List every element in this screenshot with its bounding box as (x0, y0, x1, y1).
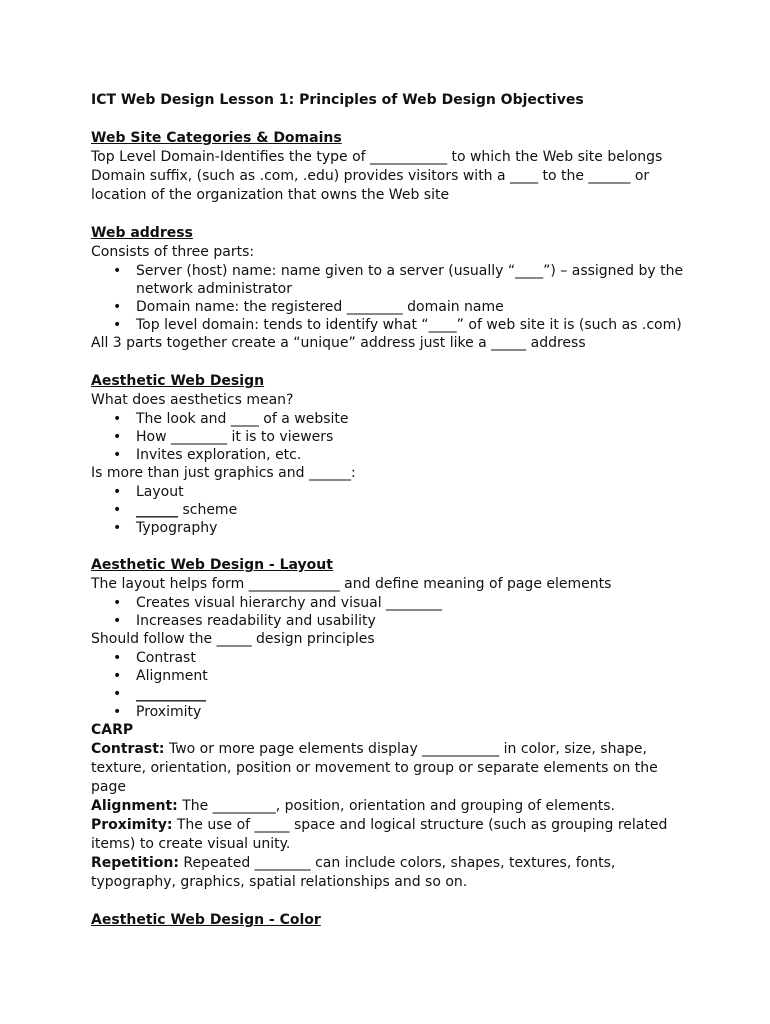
list-item: • Typography (113, 520, 218, 536)
bullet-list (91, 410, 691, 464)
bullet-list (91, 649, 691, 721)
list-item: • Top level domain: tends to identify what “____” of web site it is (such as .com) (113, 317, 682, 333)
bullet-list (91, 262, 691, 334)
paragraph-line: Is more than just graphics and ______: (91, 465, 356, 481)
section-heading-color: Aesthetic Web Design - Color (91, 912, 321, 928)
section-heading-aesthetic-web-design: Aesthetic Web Design (91, 373, 265, 389)
list-item: • Invites exploration, etc. (113, 447, 302, 463)
list-item: • Alignment (113, 668, 208, 684)
list-item: • __________ (113, 686, 206, 702)
section-heading-web-address: Web address (91, 225, 193, 241)
paragraph-line: Consists of three parts: (91, 244, 255, 260)
paragraph-line: The layout helps form _____________ and define meaning of page elements (91, 576, 612, 592)
contrast-definition: Contrast: Two or more page elements display ___________ in color, size, shape, texture, orientation, position or movement to group or separate elements on the page (91, 741, 658, 795)
carp-label: CARP (91, 722, 134, 738)
bullet-list (91, 594, 691, 630)
alignment-definition: Alignment: The _________, position, orientation and grouping of elements. (91, 798, 615, 814)
list-item: • Proximity (113, 704, 202, 720)
section-heading-web-site-categories: Web Site Categories & Domains (91, 130, 342, 146)
bullet-list (91, 483, 691, 537)
document-content (91, 91, 691, 930)
list-item: • Server (host) name: name given to a server (usually “____”) – assigned by the network administrator (113, 263, 684, 297)
list-item: • Increases readability and usability (113, 613, 376, 629)
list-item: • The look and ____ of a website (113, 411, 349, 427)
paragraph-line: All 3 parts together create a “unique” address just like a _____ address (91, 335, 586, 351)
paragraph-line: Should follow the _____ design principles (91, 631, 375, 647)
section-heading-layout: Aesthetic Web Design - Layout (91, 557, 333, 573)
paragraph-line: Domain suffix, (such as .com, .edu) provides visitors with a ____ to the ______ or (91, 168, 650, 184)
list-item: • Contrast (113, 650, 196, 666)
list-item: • ______ scheme (113, 502, 238, 518)
repetition-definition: Repetition: Repeated ________ can include colors, shapes, textures, fonts, typography, graphics, spatial relationships and so on. (91, 855, 616, 890)
paragraph-line: What does aesthetics mean? (91, 392, 294, 408)
list-item: • How ________ it is to viewers (113, 429, 334, 445)
list-item: • Creates visual hierarchy and visual ________ (113, 595, 443, 611)
list-item: • Domain name: the registered ________ domain name (113, 299, 504, 315)
paragraph-line: location of the organization that owns the Web site (91, 187, 450, 203)
document-title: ICT Web Design Lesson 1: Principles of Web Design Objectives (91, 92, 584, 108)
list-item: • Layout (113, 484, 184, 500)
proximity-definition: Proximity: The use of _____ space and logical structure (such as grouping related items) to create visual unity. (91, 817, 668, 852)
paragraph-line: Top Level Domain-Identifies the type of ___________ to which the Web site belongs (91, 149, 663, 165)
